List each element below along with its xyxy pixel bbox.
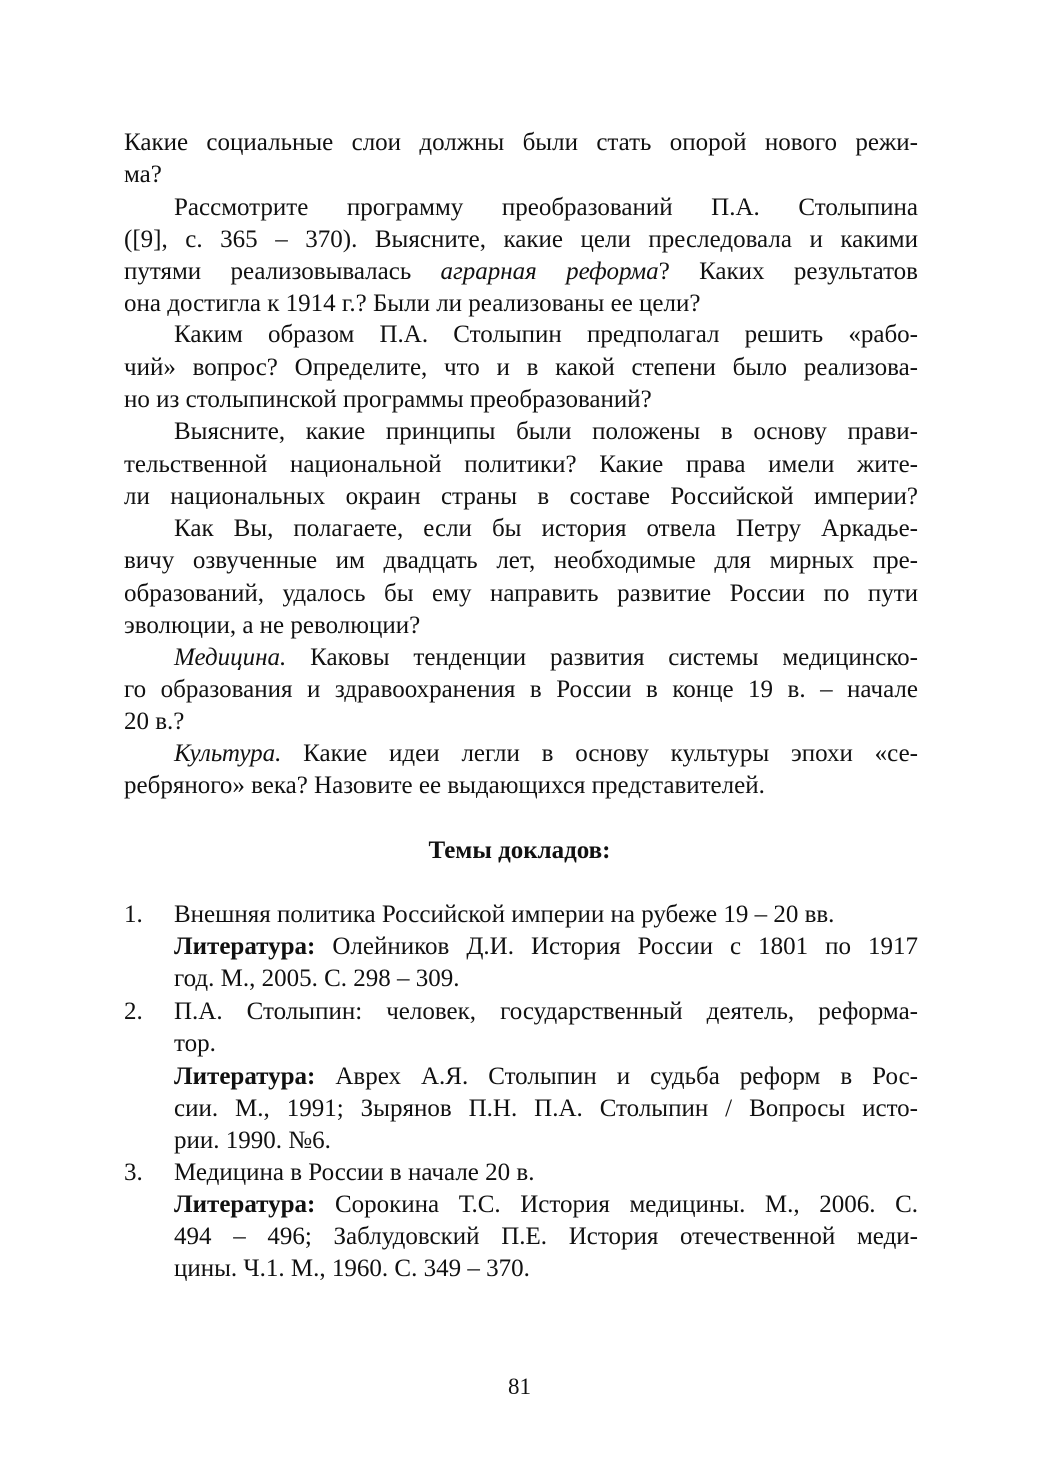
list-item-title: тор.	[174, 1030, 216, 1057]
paragraph-line: ма?	[124, 161, 162, 188]
paragraph-line: вичу озвученные им двадцать лет, необходимые для мирных пре-	[124, 547, 918, 574]
list-item-literature: сии. М., 1991; Зырянов П.Н. П.А. Столыпин / Вопросы исто-	[174, 1095, 918, 1122]
paragraph-line: она достигла к 1914 г.? Были ли реализованы ее цели?	[124, 290, 701, 317]
paragraph-line: Выясните, какие принципы были положены в основу прави-	[174, 418, 918, 445]
paragraph-line: ребряного» века? Назовите ее выдающихся представителей.	[124, 772, 765, 799]
paragraph-line: чий» вопрос? Определите, что и в какой степени было реализова-	[124, 354, 918, 381]
literature-label: Литература:	[174, 933, 316, 960]
list-item-literature	[174, 931, 918, 963]
list-item-literature: 494 – 496; Заблудовский П.Е. История отечественной меди-	[174, 1223, 918, 1250]
list-item-title: Внешняя политика Российской империи на рубеже 19 – 20 вв.	[174, 901, 835, 928]
section-heading: Темы докладов:	[428, 837, 611, 864]
paragraph-line: образований, удалось бы ему направить развитие России по пути	[124, 580, 918, 607]
list-item-literature	[174, 1189, 918, 1221]
list-item-literature: год. М., 2005. С. 298 – 309.	[174, 965, 460, 992]
text-span: путями реализовывалась	[124, 258, 441, 285]
text-span: Аврех А.Я. Столыпин и судьба реформ в Рос-	[315, 1063, 918, 1090]
list-item-number: 2.	[124, 998, 143, 1025]
paragraph-line: ли национальных окраин страны в составе Российской империи?	[124, 483, 918, 510]
paragraph-line	[124, 256, 918, 288]
paragraph-line: Какие социальные слои должны были стать опорой нового режи-	[124, 129, 918, 156]
emphasis-term: аграрная реформа	[440, 258, 659, 285]
text-span: Сорокина Т.С. История медицины. М., 2006. С.	[315, 1191, 918, 1218]
paragraph-line	[174, 738, 918, 770]
text-span: Каковы тенденции развития системы медицинско-	[286, 644, 918, 671]
paragraph-line: Рассмотрите программу преобразований П.А. Столыпина	[174, 194, 918, 221]
list-item-literature: цины. Ч.1. М., 1960. С. 349 – 370.	[174, 1255, 530, 1282]
emphasis-term: Культура.	[174, 740, 282, 767]
paragraph-line: ([9], с. 365 – 370). Выясните, какие цели преследовала и какими	[124, 226, 918, 253]
paragraph-line: но из столыпинской программы преобразований?	[124, 386, 652, 413]
list-item-literature	[174, 1061, 918, 1093]
literature-label: Литература:	[174, 1191, 316, 1218]
paragraph-line: эволюции, а не революции?	[124, 612, 421, 639]
paragraph-line: Как Вы, полагаете, если бы история отвела Петру Аркадье-	[174, 515, 918, 542]
list-item-title: П.А. Столыпин: человек, государственный деятель, реформа-	[174, 998, 918, 1025]
paragraph-line: тельственной национальной политики? Какие права имели жите-	[124, 451, 918, 478]
text-span: ? Каких результатов	[658, 258, 918, 285]
paragraph-line: Каким образом П.А. Столыпин предполагал решить «рабо-	[174, 321, 918, 348]
list-item-title: Медицина в России в начале 20 в.	[174, 1159, 535, 1186]
list-item-number: 3.	[124, 1159, 143, 1186]
paragraph-line: го образования и здравоохранения в России в конце 19 в. – начале	[124, 676, 918, 703]
paragraph-line: 20 в.?	[124, 708, 185, 735]
text-span: Олейников Д.И. История России с 1801 по 1917	[315, 933, 918, 960]
list-item-literature: рии. 1990. №6.	[174, 1127, 331, 1154]
text-span: Какие идеи легли в основу культуры эпохи «се-	[281, 740, 918, 767]
emphasis-term: Медицина.	[174, 644, 287, 671]
literature-label: Литература:	[174, 1063, 316, 1090]
page-number: 81	[508, 1374, 531, 1399]
paragraph-line	[174, 642, 918, 674]
list-item-number: 1.	[124, 901, 143, 928]
